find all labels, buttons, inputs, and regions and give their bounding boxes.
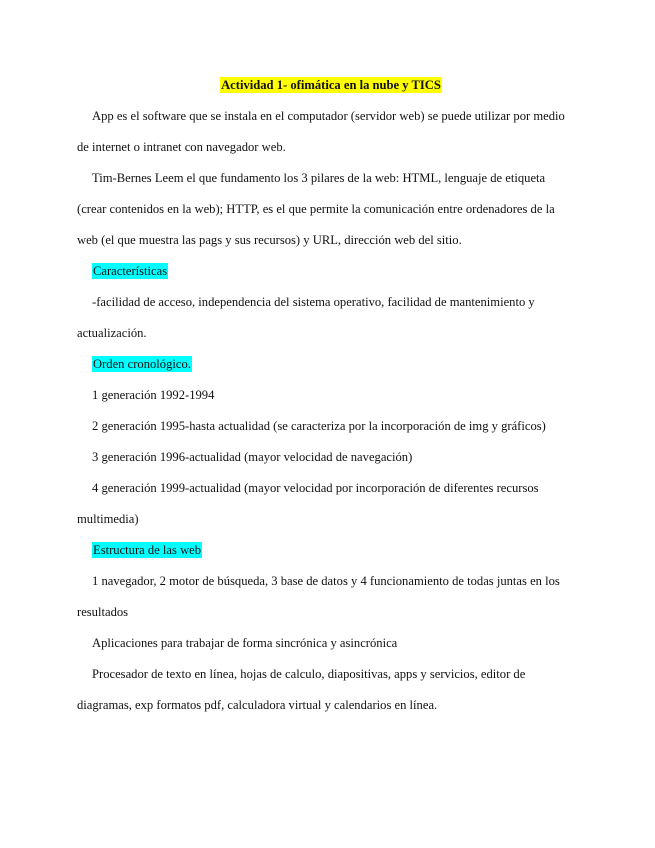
paragraph-aplicaciones: Aplicaciones para trabajar de forma sincrónica y asincrónica [92,636,398,650]
paragraph-line: web (el que muestra las pags y sus recursos) y URL, dirección web del sitio. [77,233,462,247]
paragraph-line: Procesador de texto en línea, hojas de calculo, diapositivas, apps y servicios, editor de [92,667,526,681]
paragraph-line: de internet o intranet con navegador web. [77,140,286,154]
heading-orden-cronologico-text: Orden cronológico. [93,357,191,371]
document-title-text: Actividad 1- ofimática en la nube y TICS [221,78,441,92]
heading-estructura [77,535,585,566]
paragraph-caracteristicas [77,287,585,349]
paragraph-line: multimedia) [77,512,139,526]
heading-orden-cronologico [77,349,585,380]
heading-estructura-text: Estructura de las web [93,543,202,557]
paragraph-line: Tim-Bernes Leem el que fundamento los 3 pilares de la web: HTML, lenguaje de etiqueta [92,171,546,185]
document-body [77,70,585,721]
heading-caracteristicas-text: Características [93,264,168,278]
paragraph-app [77,101,585,163]
paragraph-line: 1 navegador, 2 motor de búsqueda, 3 base de datos y 4 funcionamiento de todas juntas en los [92,574,560,588]
paragraph-estructura [77,566,585,628]
paragraph-line: resultados [77,605,129,619]
generation-item: 2 generación 1995-hasta actualidad (se caracteriza por la incorporación de img y gráficos) [92,419,546,433]
generation-item: 1 generación 1992-1994 [92,388,215,402]
paragraph-line: actualización. [77,326,147,340]
paragraph-tim-berners-lee [77,163,585,256]
heading-caracteristicas [77,256,585,287]
paragraph-line: App es el software que se instala en el computador (servidor web) se puede utilizar por medio [92,109,565,123]
paragraph-line: -facilidad de acceso, independencia del sistema operativo, facilidad de mantenimiento y [92,295,535,309]
document-title [77,70,585,101]
generation-item [77,473,585,535]
paragraph-line: diagramas, exp formatos pdf, calculadora virtual y calendarios en línea. [77,698,438,712]
paragraph-procesador [77,659,585,721]
paragraph-line: 4 generación 1999-actualidad (mayor velocidad por incorporación de diferentes recursos [92,481,539,495]
generation-item: 3 generación 1996-actualidad (mayor velocidad de navegación) [92,450,413,464]
paragraph-line: (crear contenidos en la web); HTTP, es el que permite la comunicación entre ordenadores de la [77,202,555,216]
